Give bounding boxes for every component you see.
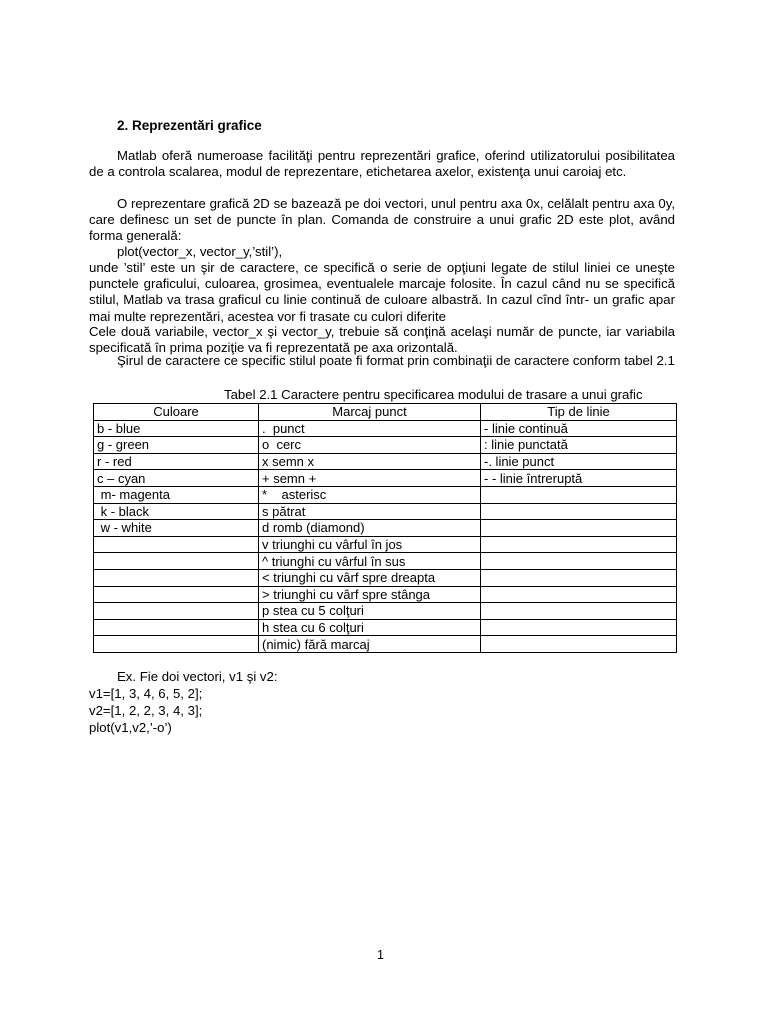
cell-culoare [94, 553, 259, 570]
table-row [94, 603, 677, 620]
page-number: 1 [377, 948, 384, 962]
cell-marcaj: h stea cu 6 colţuri [259, 619, 481, 636]
paragraph-style-string-text: Şirul de caractere ce specific stilul poate fi format prin combinaţii de caractere conform tabel 2.1 [117, 353, 675, 368]
table-row [94, 553, 677, 570]
cell-tip-linie [481, 486, 677, 503]
cell-tip-linie: - - linie întreruptă [481, 470, 677, 487]
cell-culoare: m- magenta [94, 486, 259, 503]
table-row [94, 619, 677, 636]
table-row [94, 503, 677, 520]
cell-marcaj: * asterisc [259, 486, 481, 503]
cell-culoare: b - blue [94, 420, 259, 437]
cell-culoare [94, 619, 259, 636]
paragraph-intro [89, 148, 675, 180]
cell-culoare [94, 603, 259, 620]
cell-tip-linie: : linie punctată [481, 437, 677, 454]
cell-marcaj: v triunghi cu vârful în jos [259, 536, 481, 553]
cell-tip-linie [481, 636, 677, 653]
paragraph-intro-text: Matlab oferă numeroase facilităţi pentru reprezentări grafice, oferind utilizatorului posibilitatea de a controla scalarea, modul de reprezentare, etichetarea axelor, existenţa unui caroiaj etc. [89, 148, 675, 180]
cell-tip-linie: -. linie punct [481, 453, 677, 470]
cell-marcaj: . punct [259, 420, 481, 437]
paragraph-variables: Cele două variabile, vector_x şi vector_y, trebuie să conţină acelaşi număr de puncte, iar variabila specificată în prima poziţie va fi reprezentată pe axa orizontală. [89, 324, 675, 356]
table-row [94, 536, 677, 553]
table-row [94, 437, 677, 454]
table-row [94, 569, 677, 586]
cell-marcaj: p stea cu 5 colţuri [259, 603, 481, 620]
plot-syntax-code: plot(vector_x, vector_y,’stil’), [117, 244, 283, 259]
paragraph-2d-plot-text: O reprezentare grafică 2D se bazează pe doi vectori, unul pentru axa 0x, celălalt pentru axa 0y, care definesc un set de puncte în plan. Comanda de construire a unui grafic 2D este plot, având forma generală: [89, 196, 675, 244]
table-body [94, 420, 677, 652]
section-title: 2. Reprezentări grafice [117, 118, 262, 133]
cell-culoare [94, 586, 259, 603]
table-row [94, 420, 677, 437]
cell-tip-linie [481, 520, 677, 537]
table-row [94, 520, 677, 537]
cell-tip-linie [481, 569, 677, 586]
cell-marcaj: s pătrat [259, 503, 481, 520]
cell-culoare: c – cyan [94, 470, 259, 487]
table-row [94, 486, 677, 503]
cell-tip-linie [481, 503, 677, 520]
plot-style-table [93, 403, 677, 653]
cell-marcaj: (nimic) fără marcaj [259, 636, 481, 653]
table-row [94, 453, 677, 470]
table-row [94, 470, 677, 487]
paragraph-style-string [89, 353, 675, 369]
cell-tip-linie [481, 619, 677, 636]
cell-tip-linie: - linie continuă [481, 420, 677, 437]
example-plot-call: plot(v1,v2,’-o’) [89, 720, 172, 735]
cell-marcaj: > triunghi cu vârf spre stânga [259, 586, 481, 603]
cell-marcaj: o cerc [259, 437, 481, 454]
cell-culoare [94, 569, 259, 586]
cell-tip-linie [481, 536, 677, 553]
cell-tip-linie [481, 553, 677, 570]
paragraph-style-description: unde ’stil’ este un şir de caractere, ce specifică o serie de opţiuni legate de stilul liniei ce uneşte punctele graficului, culoarea, grosimea, eventualele marcaje folosite. În cazul când nu se specifică stilul, Matlab va trasa graficul cu linie continuă de culoare albastră. In cazul cînd într- un grafic apar mai multe reprezentări, acestea vor fi trasate cu culori diferite [89, 260, 675, 324]
cell-culoare: r - red [94, 453, 259, 470]
example-v2: v2=[1, 2, 2, 3, 4, 3]; [89, 703, 203, 718]
table-row [94, 636, 677, 653]
column-header-culoare: Culoare [94, 404, 259, 421]
cell-marcaj: d romb (diamond) [259, 520, 481, 537]
table-header-row [94, 404, 677, 421]
cell-tip-linie [481, 603, 677, 620]
cell-culoare [94, 536, 259, 553]
cell-culoare: g - green [94, 437, 259, 454]
cell-culoare: w - white [94, 520, 259, 537]
example-v1: v1=[1, 3, 4, 6, 5, 2]; [89, 686, 203, 701]
column-header-tip-linie: Tip de linie [481, 404, 677, 421]
table-row [94, 586, 677, 603]
paragraph-2d-plot [89, 196, 675, 245]
cell-marcaj: x semn x [259, 453, 481, 470]
example-intro: Ex. Fie doi vectori, v1 şi v2: [117, 669, 278, 684]
cell-marcaj: < triunghi cu vârf spre dreapta [259, 569, 481, 586]
cell-tip-linie [481, 586, 677, 603]
column-header-marcaj: Marcaj punct [259, 404, 481, 421]
cell-culoare [94, 636, 259, 653]
cell-culoare: k - black [94, 503, 259, 520]
cell-marcaj: ^ triunghi cu vârful în sus [259, 553, 481, 570]
cell-marcaj: + semn + [259, 470, 481, 487]
table-caption: Tabel 2.1 Caractere pentru specificarea modului de trasare a unui grafic [224, 387, 643, 402]
